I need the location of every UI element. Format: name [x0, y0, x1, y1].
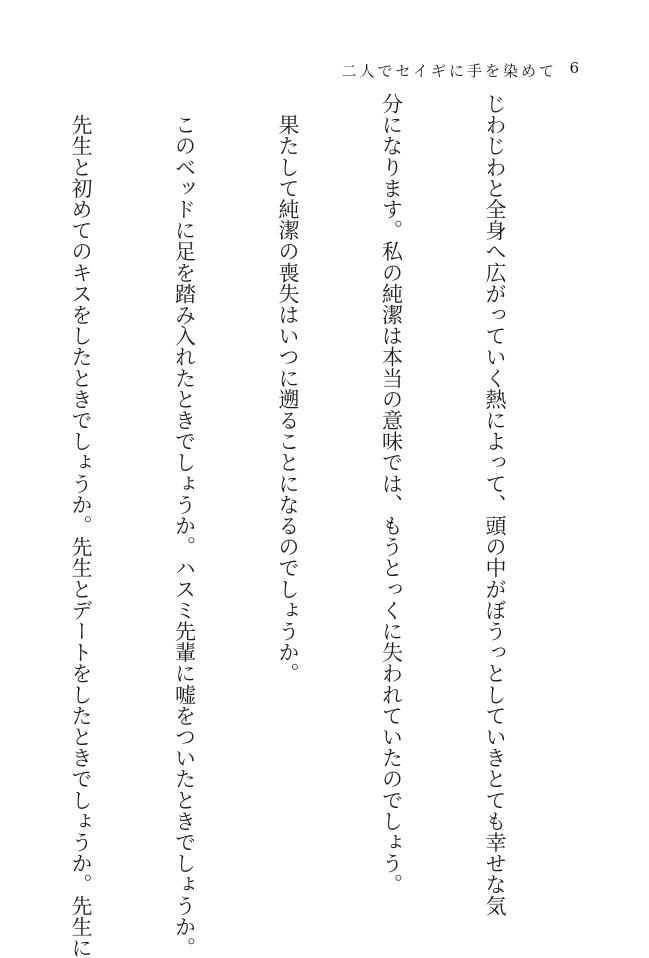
text-line: 分になります。私の純潔は本当の意味では、もうとっくに失われていたのでしょう。 [379, 93, 404, 895]
body-text [69, 93, 581, 958]
running-head: 二人でセイギに手を染めて [341, 62, 557, 80]
text-line: 果たして純潔の喪失はいつに遡ることになるのでしょうか。 [276, 93, 300, 684]
text-line: このベッドに足を踏み入れたときでしょうか。ハスミ先輩に嘘をついたときでしょうか。 [172, 93, 197, 958]
text-line: じわじわと全身へ広がっていく熱によって、頭の中がぼうっとしていきとても幸せな気 [483, 93, 507, 916]
page-number: 6 [569, 59, 579, 77]
text-line: 先生と初めてのキスをしたときでしょうか。先生とデートをしたときでしょうか。先生に [69, 93, 93, 958]
